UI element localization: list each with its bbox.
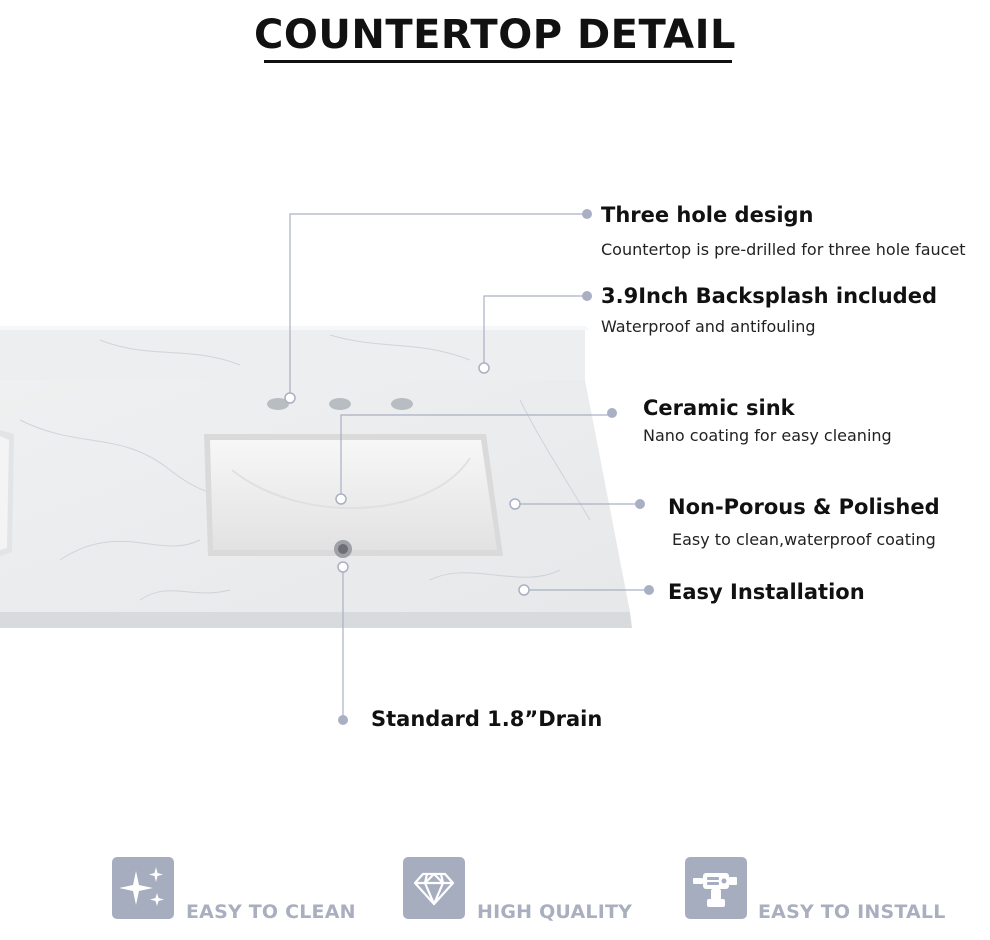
feature-heading-backsplash: 3.9Inch Backsplash included xyxy=(601,284,937,308)
backsplash xyxy=(0,326,590,382)
feature-subtitle-ceramic-sink: Nano coating for easy cleaning xyxy=(643,426,892,445)
badge-label-easy-to-clean: EASY TO CLEAN xyxy=(186,901,356,923)
feature-subtitle-three-hole: Countertop is pre-drilled for three hole faucet xyxy=(601,240,966,259)
feature-heading-easy-installation: Easy Installation xyxy=(668,580,865,604)
sparkle-icon xyxy=(112,857,174,919)
feature-heading-drain: Standard 1.8”Drain xyxy=(371,707,603,731)
feature-heading-three-hole: Three hole design xyxy=(601,203,814,227)
drill-icon xyxy=(685,857,747,919)
feature-heading-ceramic-sink: Ceramic sink xyxy=(643,396,795,420)
left-sink xyxy=(0,430,14,556)
badge-label-high-quality: HIGH QUALITY xyxy=(477,901,633,923)
feature-heading-non-porous: Non-Porous & Polished xyxy=(668,495,940,519)
ceramic-sink xyxy=(204,434,503,558)
feature-subtitle-backsplash: Waterproof and antifouling xyxy=(601,317,816,336)
page-title: COUNTERTOP DETAIL xyxy=(254,12,736,58)
diamond-icon xyxy=(403,857,465,919)
feature-subtitle-non-porous: Easy to clean,waterproof coating xyxy=(672,530,936,549)
badge-label-easy-to-install: EASY TO INSTALL xyxy=(758,901,946,923)
